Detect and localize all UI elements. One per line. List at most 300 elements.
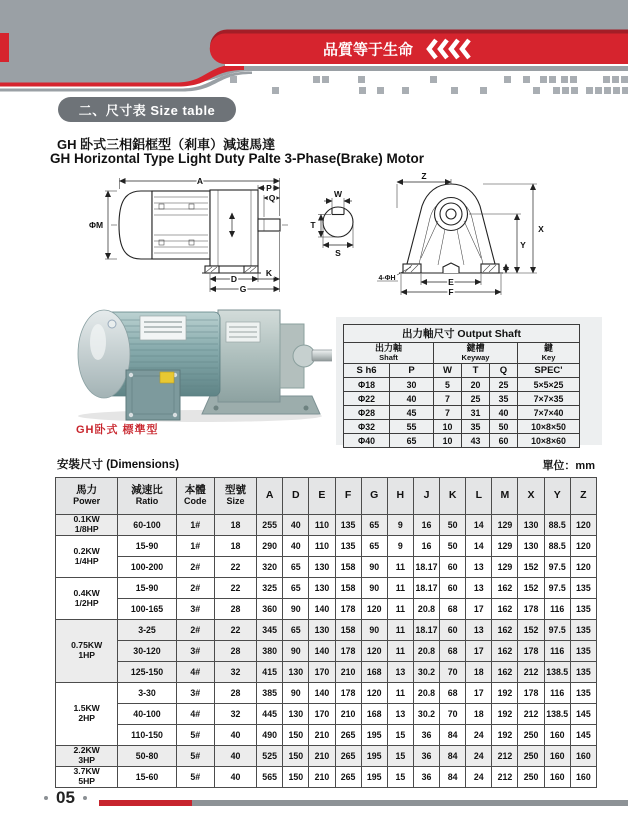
dim-cell: 415 <box>257 662 283 683</box>
dim-cell: 30-120 <box>118 641 176 662</box>
dim-cell: 40 <box>283 515 309 536</box>
dim-cell: 325 <box>257 578 283 599</box>
table-row <box>56 557 597 578</box>
column-header: Y <box>544 478 570 515</box>
dim-cell: 210 <box>309 725 335 746</box>
dim-cell: 88.5 <box>544 536 570 557</box>
dim-cell: 445 <box>257 704 283 725</box>
dim-cell: 152 <box>518 578 544 599</box>
dim-cell: 120 <box>361 641 387 662</box>
dim-cell: 28 <box>214 641 256 662</box>
column-header: W <box>434 364 462 378</box>
dim-cell: 18.17 <box>413 557 439 578</box>
product-photo <box>60 298 332 424</box>
dim-cell: 97.5 <box>544 578 570 599</box>
dim-cell: 40 <box>283 536 309 557</box>
dim-label-Q: Q <box>268 193 276 203</box>
dim-cell: 360 <box>257 599 283 620</box>
dim-cell: 160 <box>544 746 570 767</box>
dim-cell: 158 <box>335 557 361 578</box>
dim-cell: 385 <box>257 683 283 704</box>
dim-cell: 110-150 <box>118 725 176 746</box>
table-row <box>56 683 597 704</box>
dim-cell: 192 <box>492 683 518 704</box>
shaft-cell: 5 <box>434 378 462 392</box>
dim-cell: 20.8 <box>413 641 439 662</box>
dim-label-Y: Y <box>520 240 526 250</box>
dim-cell: 120 <box>570 557 596 578</box>
dim-cell: 50 <box>440 515 466 536</box>
dim-cell: 100-200 <box>118 557 176 578</box>
footer-bar-red <box>99 800 192 806</box>
column-header: L <box>466 478 492 515</box>
dim-cell: 178 <box>335 641 361 662</box>
dim-cell: 90 <box>361 578 387 599</box>
dim-cell: 68 <box>440 641 466 662</box>
dim-cell: 120 <box>361 599 387 620</box>
page-number-block <box>44 788 87 808</box>
dim-cell: 212 <box>518 662 544 683</box>
dim-cell: 90 <box>361 620 387 641</box>
dim-cell: 116 <box>544 683 570 704</box>
dim-cell: 36 <box>413 746 439 767</box>
dim-cell: 160 <box>544 767 570 788</box>
dim-cell: 30.2 <box>413 662 439 683</box>
dim-cell: 250 <box>518 725 544 746</box>
dim-cell: 158 <box>335 578 361 599</box>
table-row <box>56 662 597 683</box>
banner-red <box>210 34 628 65</box>
dim-cell: 162 <box>492 641 518 662</box>
shaft-cell: Φ28 <box>344 406 390 420</box>
dim-cell: 116 <box>544 641 570 662</box>
dim-cell: 13 <box>387 704 413 725</box>
dim-cell: 135 <box>570 641 596 662</box>
shaft-cell: 25 <box>490 378 518 392</box>
power-cell: 0.75KW 1HP <box>56 620 118 683</box>
dim-cell: 3-30 <box>118 683 176 704</box>
dim-cell: 84 <box>440 767 466 788</box>
table-row <box>56 641 597 662</box>
shaft-cell: Φ22 <box>344 392 390 406</box>
table-row <box>56 536 597 557</box>
dim-cell: 178 <box>335 683 361 704</box>
dim-cell: 265 <box>335 725 361 746</box>
dim-cell: 195 <box>361 746 387 767</box>
shaft-cell: 7×7×35 <box>518 392 580 406</box>
dim-cell: 170 <box>309 662 335 683</box>
dim-cell: 100-165 <box>118 599 176 620</box>
dim-cell: 60 <box>440 557 466 578</box>
dim-cell: 345 <box>257 620 283 641</box>
dim-cell: 68 <box>440 599 466 620</box>
table-row <box>56 725 597 746</box>
page-header <box>0 0 628 100</box>
dim-cell: 160 <box>544 725 570 746</box>
dim-cell: 22 <box>214 620 256 641</box>
shaft-cell: Φ32 <box>344 420 390 434</box>
dim-cell: 90 <box>283 641 309 662</box>
dim-cell: 130 <box>283 662 309 683</box>
dim-cell: 32 <box>214 662 256 683</box>
dim-cell: 13 <box>466 557 492 578</box>
dim-cell: 15 <box>387 746 413 767</box>
dim-cell: 90 <box>361 557 387 578</box>
dim-cell: 40-100 <box>118 704 176 725</box>
dim-cell: 9 <box>387 536 413 557</box>
dim-cell: 17 <box>466 599 492 620</box>
dim-label-W: W <box>333 189 343 199</box>
shaft-cell: 65 <box>390 434 434 448</box>
dim-cell: 15-90 <box>118 578 176 599</box>
table-row <box>344 378 580 392</box>
output-shaft-table <box>343 324 580 448</box>
side-view-drawing <box>89 176 289 294</box>
dim-cell: 60 <box>440 620 466 641</box>
dim-cell: 11 <box>387 641 413 662</box>
dim-cell: 13 <box>466 578 492 599</box>
dim-cell: 138.5 <box>544 662 570 683</box>
power-cell: 2.2KW 3HP <box>56 746 118 767</box>
dim-cell: 2# <box>176 557 214 578</box>
dim-cell: 380 <box>257 641 283 662</box>
dim-cell: 11 <box>387 620 413 641</box>
banner-white-line <box>225 64 628 66</box>
dim-cell: 3# <box>176 641 214 662</box>
dim-cell: 15 <box>387 725 413 746</box>
column-header: 型號 Size <box>214 478 256 515</box>
dim-cell: 192 <box>492 725 518 746</box>
deco-squares <box>230 76 628 94</box>
group-header: 出力軸 Shaft <box>344 343 434 364</box>
table-row <box>344 434 580 448</box>
dim-cell: 150 <box>283 725 309 746</box>
dim-cell: 11 <box>387 557 413 578</box>
dim-cell: 4# <box>176 704 214 725</box>
table-row <box>344 343 580 364</box>
shaft-cell: 40 <box>390 392 434 406</box>
dim-cell: 192 <box>492 704 518 725</box>
dim-cell: 130 <box>309 578 335 599</box>
dim-cell: 18 <box>466 704 492 725</box>
dim-cell: 22 <box>214 578 256 599</box>
column-header: 減速比 Ratio <box>118 478 176 515</box>
table-row <box>344 406 580 420</box>
dim-cell: 16 <box>413 515 439 536</box>
dim-cell: 60-100 <box>118 515 176 536</box>
dim-cell: 110 <box>309 515 335 536</box>
dim-cell: 212 <box>492 767 518 788</box>
dim-cell: 145 <box>570 725 596 746</box>
table-row <box>56 746 597 767</box>
dim-cell: 11 <box>387 578 413 599</box>
dim-cell: 255 <box>257 515 283 536</box>
dim-cell: 36 <box>413 767 439 788</box>
power-cell: 0.1KW 1/8HP <box>56 515 118 536</box>
dim-cell: 120 <box>570 536 596 557</box>
dim-cell: 162 <box>492 599 518 620</box>
dim-cell: 84 <box>440 725 466 746</box>
dim-cell: 5# <box>176 767 214 788</box>
dim-cell: 24 <box>466 767 492 788</box>
dim-cell: 3-25 <box>118 620 176 641</box>
dim-cell: 130 <box>518 515 544 536</box>
dim-cell: 50 <box>440 536 466 557</box>
dim-cell: 150 <box>283 767 309 788</box>
dim-cell: 65 <box>283 620 309 641</box>
power-cell: 1.5KW 2HP <box>56 683 118 746</box>
dim-cell: 138.5 <box>544 704 570 725</box>
dimensions-table <box>55 477 597 788</box>
dim-cell: 178 <box>518 641 544 662</box>
footer-dot <box>44 796 48 800</box>
dim-label-K: K <box>265 268 273 278</box>
dim-cell: 250 <box>518 746 544 767</box>
dim-cell: 3# <box>176 683 214 704</box>
dim-cell: 210 <box>335 704 361 725</box>
shaft-cell: 50 <box>490 420 518 434</box>
table-row <box>344 325 580 343</box>
dim-cell: 20.8 <box>413 599 439 620</box>
dim-cell: 320 <box>257 557 283 578</box>
dim-cell: 195 <box>361 725 387 746</box>
dim-cell: 32 <box>214 704 256 725</box>
dim-cell: 135 <box>570 578 596 599</box>
shaft-cell: 31 <box>462 406 490 420</box>
dim-cell: 16 <box>413 536 439 557</box>
column-header: SPEC' <box>518 364 580 378</box>
dim-label-Z: Z <box>421 171 427 181</box>
dim-cell: 162 <box>492 662 518 683</box>
dim-cell: 150 <box>283 746 309 767</box>
shaft-cell: 10×8×50 <box>518 420 580 434</box>
column-header: A <box>257 478 283 515</box>
dim-cell: 84 <box>440 746 466 767</box>
dim-cell: 195 <box>361 767 387 788</box>
dim-cell: 36 <box>413 725 439 746</box>
column-header: F <box>335 478 361 515</box>
dim-cell: 18 <box>214 536 256 557</box>
dim-cell: 168 <box>361 662 387 683</box>
dim-cell: 15-60 <box>118 767 176 788</box>
table-row <box>56 767 597 788</box>
dim-cell: 140 <box>309 683 335 704</box>
dim-cell: 17 <box>466 683 492 704</box>
dim-cell: 11 <box>387 599 413 620</box>
dim-cell: 160 <box>570 767 596 788</box>
dim-cell: 135 <box>570 620 596 641</box>
group-header: 鍵槽 Keyway <box>434 343 518 364</box>
shaft-cell: 7 <box>434 406 462 420</box>
shaft-cell: 43 <box>462 434 490 448</box>
footer-dot <box>83 796 87 800</box>
column-header: Z <box>570 478 596 515</box>
dim-cell: 4# <box>176 662 214 683</box>
dim-cell: 5# <box>176 725 214 746</box>
dim-cell: 135 <box>570 683 596 704</box>
column-header: H <box>387 478 413 515</box>
dim-label-P: P <box>266 183 272 193</box>
dim-cell: 1# <box>176 536 214 557</box>
shaft-cell: 10 <box>434 434 462 448</box>
dim-cell: 130 <box>283 704 309 725</box>
column-header: G <box>361 478 387 515</box>
table-row <box>56 599 597 620</box>
dim-cell: 40 <box>214 725 256 746</box>
group-header: 鍵 Key <box>518 343 580 364</box>
dim-label-A: A <box>196 176 204 186</box>
dim-cell: 125-150 <box>118 662 176 683</box>
power-cell: 0.2KW 1/4HP <box>56 536 118 578</box>
dim-cell: 13 <box>466 620 492 641</box>
dim-cell: 129 <box>492 557 518 578</box>
dim-cell: 70 <box>440 704 466 725</box>
shaft-cell: 7 <box>434 392 462 406</box>
keyway-section-drawing <box>310 189 353 258</box>
dimensions-section-title: 安裝尺寸 (Dimensions) <box>57 459 180 471</box>
dim-cell: 140 <box>309 641 335 662</box>
dim-label-T: T <box>310 220 316 230</box>
unit-label: 單位：mm <box>542 460 595 472</box>
column-header: P <box>390 364 434 378</box>
dim-cell: 18.17 <box>413 620 439 641</box>
dim-cell: 250 <box>518 767 544 788</box>
dim-cell: 525 <box>257 746 283 767</box>
dim-cell: 212 <box>518 704 544 725</box>
shaft-cell: 20 <box>462 378 490 392</box>
table-row <box>56 515 597 536</box>
dim-cell: 28 <box>214 683 256 704</box>
dim-cell: 9 <box>387 515 413 536</box>
column-header: T <box>462 364 490 378</box>
dim-label-PhiM: ΦM <box>88 220 104 230</box>
dim-label-F: F <box>448 287 454 297</box>
dim-cell: 68 <box>440 683 466 704</box>
shaft-cell: 5×5×25 <box>518 378 580 392</box>
dim-cell: 145 <box>570 704 596 725</box>
dim-cell: 28 <box>214 599 256 620</box>
column-header: E <box>309 478 335 515</box>
dim-cell: 15 <box>387 767 413 788</box>
dim-cell: 162 <box>492 578 518 599</box>
dim-cell: 210 <box>309 746 335 767</box>
dim-cell: 162 <box>492 620 518 641</box>
dim-cell: 152 <box>518 557 544 578</box>
dim-cell: 565 <box>257 767 283 788</box>
column-header: M <box>492 478 518 515</box>
dim-cell: 18 <box>214 515 256 536</box>
column-header: X <box>518 478 544 515</box>
shaft-cell: 35 <box>490 392 518 406</box>
banner-slogan: 品質等于生命 <box>322 41 414 59</box>
power-cell: 3.7KW 5HP <box>56 767 118 788</box>
dim-cell: 129 <box>492 536 518 557</box>
shaft-cell: 55 <box>390 420 434 434</box>
dim-cell: 18 <box>466 662 492 683</box>
column-header: J <box>413 478 439 515</box>
dim-cell: 40 <box>214 767 256 788</box>
shaft-cell: 25 <box>462 392 490 406</box>
shaft-cell: Φ18 <box>344 378 390 392</box>
dim-cell: 70 <box>440 662 466 683</box>
shaft-cell: Φ40 <box>344 434 390 448</box>
dim-cell: 60 <box>440 578 466 599</box>
dim-cell: 116 <box>544 599 570 620</box>
table-row <box>56 620 597 641</box>
dim-label-E: E <box>448 277 454 287</box>
dim-cell: 135 <box>570 662 596 683</box>
dim-cell: 130 <box>309 557 335 578</box>
dim-cell: 178 <box>335 599 361 620</box>
dim-cell: 18.17 <box>413 578 439 599</box>
dim-cell: 265 <box>335 746 361 767</box>
dim-cell: 2# <box>176 620 214 641</box>
dim-cell: 65 <box>361 515 387 536</box>
dim-cell: 290 <box>257 536 283 557</box>
dim-cell: 130 <box>518 536 544 557</box>
dim-cell: 178 <box>518 683 544 704</box>
section-title-pill: 二、尺寸表 Size table <box>58 97 236 122</box>
dim-cell: 490 <box>257 725 283 746</box>
column-header: K <box>440 478 466 515</box>
table-header-row <box>56 478 597 515</box>
dim-cell: 24 <box>466 725 492 746</box>
dim-cell: 30.2 <box>413 704 439 725</box>
dim-cell: 129 <box>492 515 518 536</box>
dim-cell: 24 <box>466 746 492 767</box>
column-header: Q <box>490 364 518 378</box>
dim-cell: 140 <box>309 599 335 620</box>
footer-bar-gray <box>192 800 628 806</box>
dim-cell: 110 <box>309 536 335 557</box>
dim-cell: 14 <box>466 515 492 536</box>
dim-cell: 2# <box>176 578 214 599</box>
dim-cell: 212 <box>492 746 518 767</box>
dim-label-X: X <box>538 224 544 234</box>
shaft-cell: 60 <box>490 434 518 448</box>
dim-cell: 3# <box>176 599 214 620</box>
shaft-cell: 35 <box>462 420 490 434</box>
shaft-cell: 45 <box>390 406 434 420</box>
dim-cell: 11 <box>387 683 413 704</box>
dim-cell: 22 <box>214 557 256 578</box>
dim-cell: 15-90 <box>118 536 176 557</box>
table-row <box>344 420 580 434</box>
dim-cell: 210 <box>335 662 361 683</box>
dim-cell: 130 <box>309 620 335 641</box>
dim-cell: 158 <box>335 620 361 641</box>
dim-cell: 65 <box>361 536 387 557</box>
column-header: 本體 Code <box>176 478 214 515</box>
shaft-cell: 40 <box>490 406 518 420</box>
dim-cell: 135 <box>335 515 361 536</box>
dim-cell: 120 <box>570 515 596 536</box>
page-number: 05 <box>56 788 75 807</box>
column-header: S h6 <box>344 364 390 378</box>
dim-cell: 152 <box>518 620 544 641</box>
dim-label-G: G <box>239 284 247 294</box>
dim-cell: 88.5 <box>544 515 570 536</box>
dim-cell: 97.5 <box>544 557 570 578</box>
table-row <box>344 364 580 378</box>
dim-cell: 170 <box>309 704 335 725</box>
dim-cell: 265 <box>335 767 361 788</box>
product-title-zh: GH 卧式三相鋁框型（剎車）減速馬達 <box>57 137 276 152</box>
dim-label-holes: 4-ΦH <box>378 275 396 282</box>
dim-cell: 13 <box>387 662 413 683</box>
spine-red-tab <box>0 33 9 62</box>
table-row <box>56 704 597 725</box>
